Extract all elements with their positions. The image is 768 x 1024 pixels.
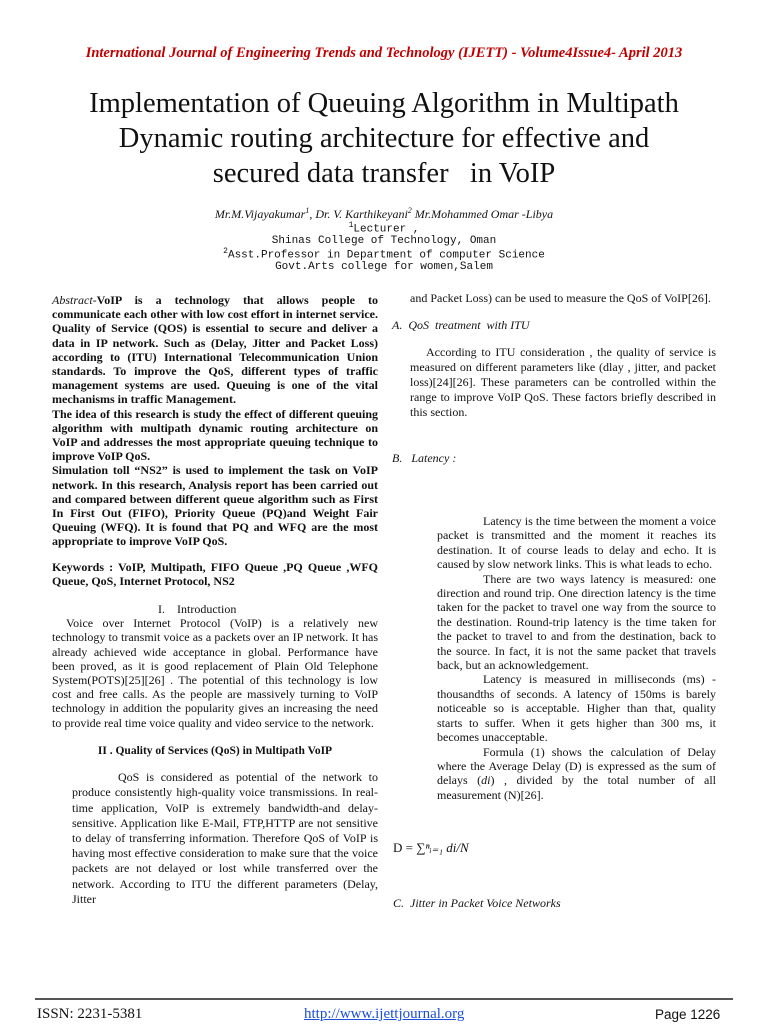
affiliation-3: [0, 247, 768, 262]
intro-text: Voice over Internet Protocol (VoIP) is a relatively new technology to transmit voice as a packets over an IP network. It has already achieved wide acceptance in global. Performance have been proved, as it is good replacement of Plain Old Telephone System(POTS)[25][26] . The potential of this technology is low cost and free calls. As the people are massively turning to VoIP technology in addition the popularity gives an increasing the need to provide real time voice quality and video service to the network.: [52, 616, 378, 730]
latency-4a: Formula (1) shows the calculation of Delay where the Average Delay (D) is expressed as the sum of delays (: [437, 744, 716, 788]
delay-formula: [393, 841, 469, 855]
right-continuation: and Packet Loss) can be used to measure the QoS of VoIP[26].: [410, 291, 711, 305]
author-list: [0, 206, 768, 222]
author-3: Mr.Mohammed Omar -Libya: [411, 207, 554, 221]
formula-prefix: D =: [393, 840, 417, 855]
author-1: Mr.M.Vijayakumar: [214, 207, 306, 221]
affiliation-1: [0, 221, 768, 236]
latency-4b: ) , divided by the total number of all measurement (N)[26].: [437, 773, 716, 802]
journal-header: International Journal of Engineering Trends and Technology (IJETT) - Volume4Issue4- April 2013: [85, 45, 683, 61]
latency-di: di: [481, 773, 491, 788]
aff3-text: Asst.Professor in Department of computer Science: [227, 249, 545, 262]
right-column-top: [392, 291, 716, 466]
abstract-label: Abstract-: [52, 293, 97, 307]
affiliation-2: Shinas College of Technology, Oman: [271, 235, 497, 247]
abstract-para-1: [52, 293, 378, 407]
section-b-heading: B. Latency :: [392, 451, 457, 466]
footer-issn: ISSN: 2231-5381: [37, 1006, 143, 1022]
section-a-heading: A. QoS treatment with ITU: [392, 318, 530, 333]
title-line-1: Implementation of Queuing Algorithm in Multipath: [89, 88, 679, 119]
qos-text: QoS is considered as potential of the network to produce consistently high-quality voice transmissions. In real-time application, VoIP is extremely bandwidth-and delay-sensitive. Application like E-Mail, FTP,HTTP are not sensitive to delay of transferring information. Therefore QoS of VoIP is having most effective consideration to make sure that the voice packets are not delayed or lost while transferred over the network. According to ITU the different parameters (Delay, Jitter: [72, 770, 378, 906]
formula-expression: ∑ⁿᵢ₌₁ di/N: [416, 840, 469, 855]
author-2-sup: 2: [407, 206, 412, 215]
paper-title: [30, 86, 738, 191]
aff1-sup: 1: [348, 221, 354, 230]
aff1-text: Lecturer ,: [353, 223, 420, 236]
section-c-heading: C. Jitter in Packet Voice Networks: [393, 896, 561, 910]
latency-para-3: Latency is measured in milliseconds (ms) - thousandths of seconds. A latency of 150ms is barely noticeable so is acceptable. Higher than that, quality starts to suffer. When it gets higher than 300 ms, it becomes unacceptable.: [437, 672, 716, 745]
title-line-3: secured data transfer in VoIP: [212, 158, 556, 189]
latency-para-1: Latency is the time between the moment a voice packet is transmitted and the moment it reaches its destination. It of course leads to delay and echo. It is caused by slow network links. This is what leads to echo.: [437, 514, 716, 572]
author-1-sup: 1: [305, 206, 310, 215]
itu-text: According to ITU consideration , the quality of service is measured on different parameters like (dlay , jitter, and packet loss)[24][26]. These parameters can be controlled within the range to improve VoIP QoS. These factors briefly described in this section.: [410, 345, 716, 419]
right-column-latency: [437, 514, 716, 802]
qos-heading: II . Quality of Services (QoS) in Multipath VoIP: [97, 744, 333, 757]
left-column: [52, 293, 378, 907]
footer-url-link[interactable]: http://www.ijettjournal.org: [304, 1006, 465, 1022]
title-line-2: Dynamic routing architecture for effective and: [118, 123, 650, 154]
affiliation-4: Govt.Arts college for women,Salem: [275, 261, 493, 273]
footer-rule: [35, 998, 733, 1000]
latency-para-4: [437, 745, 716, 803]
abstract-para-3: Simulation toll “NS2” is used to implement the task on VoIP network. In this research, Analysis report has been carried out and compared between different queue algorithm such as First In First Out (FIFO), Priority Queue (PQ)and Weight Fair Queuing (WFQ). It is found that PQ and WFQ are the most appropriate to improve VoIP QoS.: [52, 463, 378, 549]
latency-para-2: There are two ways latency is measured: one direction and round trip. One direction latency is the time taken for the packet to travel one way from the source to the destination. Round-trip latency is the time taken for the packet to travel to and from the destination, back to the source. In fact, it is not the same packet that travels back, but an acknowledgement.: [437, 571, 716, 673]
aff3-sup: 2: [223, 247, 228, 256]
footer-page-number: Page 1226: [655, 1007, 721, 1022]
author-2: , Dr. V. Karthikeyani: [309, 207, 408, 221]
abstract-text-1: VoIP is a technology that allows people to communicate each other with low cost effort in internet service. Quality of Service (QOS) is essential to secure and deliver a data in IP network. Such as (Delay, Jitter and Packet Loss) according to (ITU) International Telecommunication Union standards. To improve the QoS, different types of traffic management systems are used. Queuing is one of the vital mechanisms in traffic Management.: [52, 293, 378, 407]
abstract-para-2: The idea of this research is study the effect of different queuing algorithm with multipath dynamic routing architecture on VoIP and addresses the most appropriate queuing technique to improve VoIP QoS.: [52, 406, 378, 464]
keywords: Keywords : VoIP, Multipath, FIFO Queue ,PQ Queue ,WFQ Queue, QoS, Internet Protocol, NS2: [52, 559, 378, 588]
intro-heading: I. Introduction: [158, 602, 237, 617]
